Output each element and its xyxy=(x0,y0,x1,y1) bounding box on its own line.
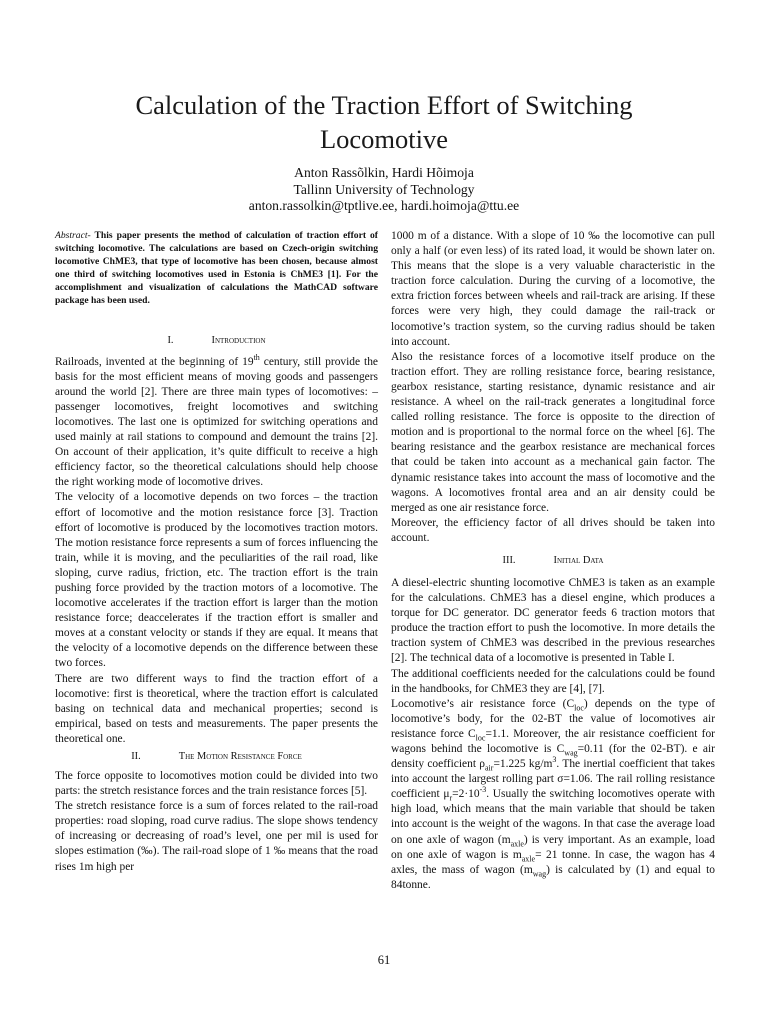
author-affiliation: Tallinn University of Technology xyxy=(293,181,475,197)
title-line-2: Locomotive xyxy=(319,124,449,154)
initial-paragraph-1: A diesel-electric shunting locomotive ChME3 is taken as an example for the calculations. ChME3 has a diesel engine, which produces a torque for DC generator. DC generator feeds 6 traction motors that produce the traction effort to push the locomotive. In more details the traction system of ChME3 was described in the previous researches [2]. The technical data of a locomotive is presented in Table I. xyxy=(391,576,715,665)
section-heading-initial-data: III. Initial Data xyxy=(502,554,604,566)
right-paragraph-3: Moreover, the efficiency factor of all drives should be taken into account. xyxy=(391,516,715,544)
abstract-label: Abstract- xyxy=(55,230,91,241)
title-line-1: Calculation of the Traction Effort of Switching xyxy=(135,90,633,120)
section-heading-motion-resistance: II. The Motion Resistance Force xyxy=(131,751,302,762)
abstract-text: This paper presents the method of calculation of traction effort of switching locomotive. The calculations are based on Czech-origin switching locomotive ChME3, that type of locomotive has been chosen, because almost one third of switching locomotives used in Estonia is ChME3 [1]. For the accomplishment and visualization of calculations the MathCAD software package has been used. xyxy=(55,230,378,307)
motion-paragraph-1: The force opposite to locomotives motion could be divided into two parts: the stretch resistance forces and the train resistance forces [5]. xyxy=(55,770,378,798)
page-number: 61 xyxy=(377,953,391,967)
motion-paragraph-2: The stretch resistance force is a sum of forces related to the rail-road properties: road sloping, road curve radius. The slope shows tendency of increasing or decreasing of road’s level, one per mil is used for slopes estimation (‰). The rail-road slope of 1 ‰ means that the road rises 1m high per xyxy=(55,800,378,873)
initial-paragraph-2: The additional coefficients needed for the calculations could be found in the handbooks, for ChME3 they are [4], [7]. xyxy=(391,667,715,695)
initial-paragraph-3: Locomotive’s air resistance force $(C_{loc})$ depends on the type of locomotive’s body, for the 02-BT the value of locomotives air resistance force $C_{loc}=1.1$. Moreover, the air resistance coefficient for wagons behind the locomotive is $C_{wag}=0.11$ (for the 02-BT). e air density coefficient $\rho_{air}=1.225$ $kg/m^3$. The inertial coefficient that takes into account the largest rolling part σ=1.06. The rail rolling resistance coefficient $\mu_r=2\cdot 10^{-3}$. Usually the switching locomotives operate with high load, which means that the main variable that should be taken into account is the weight of the wagons. In that case the average load on one axle of wagon $(m_{axle})$ is very important. As an example, load on one axle of wagon is $m_{axle}= 21$ tonne. In case, the wagon has 4 axles, the mass of wagon $(m_{wag})$ is calculated by (1) and equal to 84tonne. xyxy=(391,697,716,891)
intro-paragraph-3: There are two different ways to find the traction effort of a locomotive: first is theoretical, where the traction effort is calculated basing on technical data and mechanical properties; second is empirical, based on tests and measurements. The paper presents the theoretical one. xyxy=(55,672,378,745)
paper-title xyxy=(40,88,728,156)
intro-paragraph-2: The velocity of a locomotive depends on two forces – the traction effort of locomotive and the motion resistance force [3]. Traction effort of locomotive is produced by the locomotives traction motors. The motion resistance force represents a sum of forces influencing the train, while it is moving, and the peculiarities of the rail road, like sloping, curve radius, friction, etc. The traction effort is the train pushing force provided by the traction motors of a locomotive. The locomotive accelerates if the traction effort is larger than the motion resistance force; deaccelerates if the traction effort is smaller and moves at a constant velocity or stands if they are equal. It means that the velocity of a locomotive depends on the difference between these two forces. xyxy=(55,491,378,670)
author-block xyxy=(90,165,678,215)
abstract xyxy=(55,229,378,308)
left-column xyxy=(55,229,378,875)
intro-paragraph-1: Railroads, invented at the beginning of 19th century, still provide the basis for the most efficient means of moving goods and passengers around the world [2]. There are three main types of locomotives: – passenger locomotives, freight locomotives and switching locomotives. The last one is optimized for switching operations and used mainly at rail stations to compound and demount the trains [2]. On account of their application, it’s quite difficult to receive a high efficiency factor, so the theoretical calculations should help choose the right working mode of locomotive drives. xyxy=(55,352,379,489)
author-names: Anton Rassõlkin, Hardi Hõimoja xyxy=(294,165,474,180)
author-emails: anton.rassolkin@tptlive.ee, hardi.hoimoja@ttu.ee xyxy=(248,198,520,213)
right-paragraph-2: Also the resistance forces of a locomotive itself produce on the traction effort. They are rolling resistance force, bearing resistance, gearbox resistance, starting resistance, dynamic resistance and air resistance. A wheel on the rail-track generates a longitudinal force called rolling resistance. The force is opposite to the direction of motion and is proportional to the normal force on the wheel [6]. The bearing resistance and the gearbox resistance are mechanical forces that could be taken into account as a mechanical gain factor. The dynamic resistance takes into account the mass of locomotive and the wagons. A locomotives frontal area and an air density could be merged as one air resistance force. xyxy=(391,350,715,514)
right-column xyxy=(391,229,715,893)
section-heading-introduction: I. Introduction xyxy=(167,334,266,346)
right-paragraph-1: 1000 m of a distance. With a slope of 10 ‰ the locomotive can pull only a half (or even less) of its rated load, it would be shown later on. This means that the slope is a very valuable characteristic in the traction force calculation. During the curving of a locomotive, the extra friction forces between wheels and rail-track are arising. If these forces were very high, they could damage the rail-track or locomotive’s traction system, so the curving radius should be taken into account. xyxy=(391,230,715,348)
